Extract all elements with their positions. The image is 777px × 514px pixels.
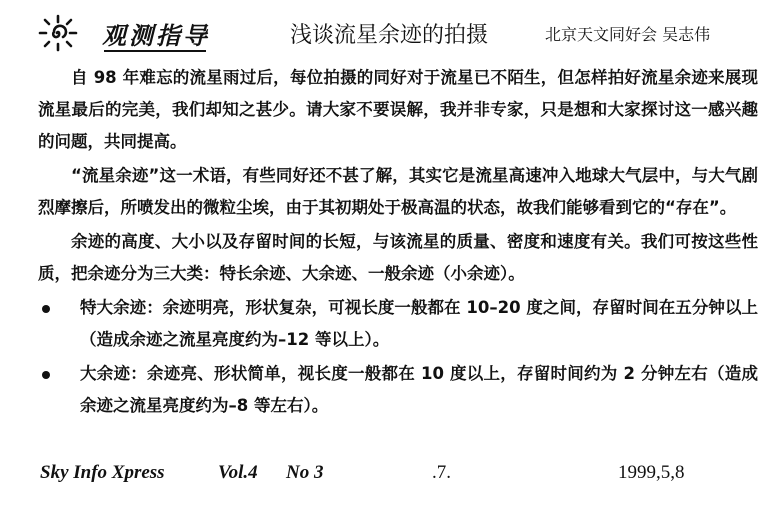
paragraph: 余迹的高度、大小以及存留时间的长短，与该流星的质量、密度和速度有关。我们可按这些性质，把余迹分为三大类：特长余迹、大余迹、一般余迹（小余迹）。 xyxy=(38,232,758,283)
publication-name: Sky Info Xpress xyxy=(40,462,165,483)
page-header xyxy=(0,0,777,62)
paragraph: 自 98 年难忘的流星雨过后，每位拍摄的同好对于流星已不陌生，但怎样拍好流星余迹来展现流星最后的完美，我们却知之甚少。请大家不要误解，我并非专家，只是想和大家探讨这一感兴趣的问题，共同提高。 xyxy=(38,68,758,151)
bullet-item xyxy=(38,292,758,356)
page-number: .7. xyxy=(432,462,451,483)
bullet-text: 特大余迹：余迹明亮，形状复杂，可视长度一般都在 10–20 度之间，存留时间在五分钟以上（造成余迹之流星亮度约为–12 等以上）。 xyxy=(80,298,758,349)
issue-number: No 3 xyxy=(286,462,324,483)
bullet-text: 大余迹：余迹亮、形状简单，视长度一般都在 10 度以上，存留时间约为 2 分钟左右（造成余迹之流星亮度约为–8 等左右）。 xyxy=(80,364,758,415)
bullet-dot-icon xyxy=(42,305,50,313)
section-underline xyxy=(104,50,206,52)
article-title: 浅谈流星余迹的拍摄 xyxy=(290,23,489,48)
sun-spiral-icon xyxy=(38,14,78,52)
bullet-item xyxy=(38,358,758,422)
publication-date: 1999,5,8 xyxy=(618,462,685,483)
paragraph: “流星余迹”这一术语，有些同好还不甚了解，其实它是流星高速冲入地球大气层中，与大气剧烈摩擦后，所喷发出的微粒尘埃，由于其初期处于极高温的状态，故我们能够看到它的“存在”。 xyxy=(38,166,758,217)
article-author: 北京天文同好会 吴志伟 xyxy=(545,25,711,44)
page-footer xyxy=(40,462,760,492)
article-body xyxy=(38,62,758,422)
bullet-dot-icon xyxy=(42,371,50,379)
section-label: 观测指导 xyxy=(102,21,210,50)
volume-number: Vol.4 xyxy=(218,462,258,483)
